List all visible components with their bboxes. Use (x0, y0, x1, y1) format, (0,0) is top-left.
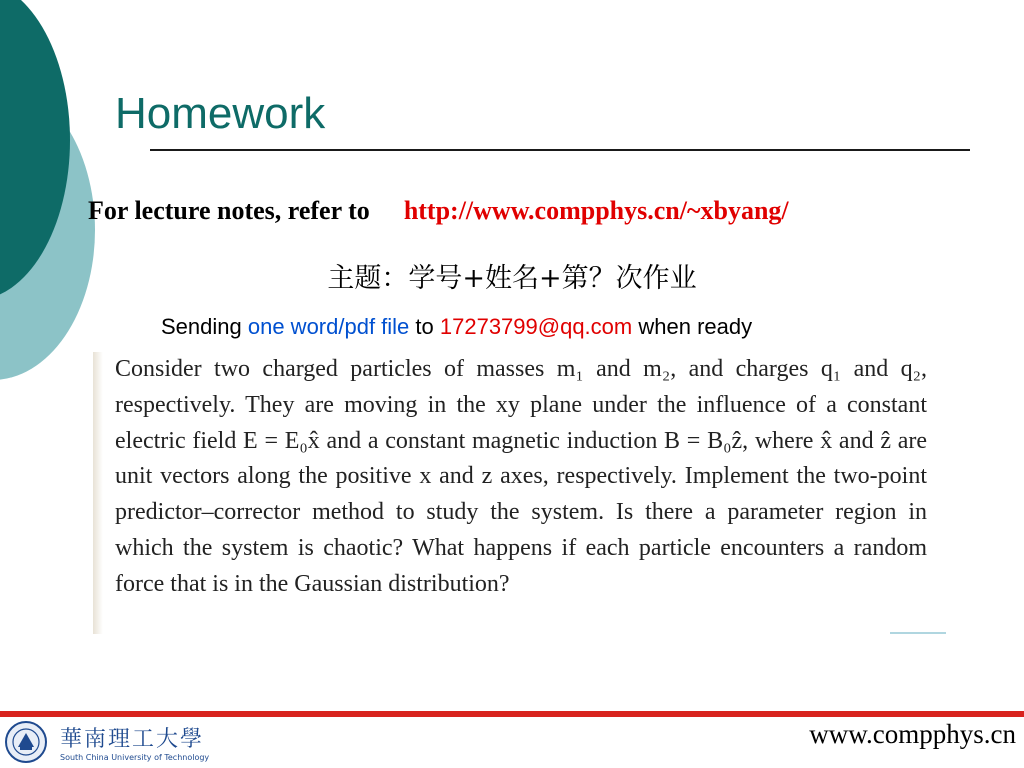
lecture-notes-label: For lecture notes, refer to (88, 196, 370, 225)
problem-scan-edge (890, 632, 946, 634)
lecture-notes-line (88, 196, 789, 226)
problem-statement-text: Consider two charged particles of masses m₁ and m₂, and charges q₁ and q₂, respectively. They are moving in the xy plane under the influence of a constant electric field E = E₀x̂ and a constant magnetic induction B = B₀ẑ, where x̂ and ẑ are unit vectors along the positive x and z axes, respectively. Implement the two-point predictor–corrector method to study the system. Is there a parameter region in which the system is chaotic? What happens if each particle encounters a random force that is in the Gaussian distribution? (115, 356, 927, 597)
footer-website[interactable]: www.compphys.cn (809, 719, 1016, 749)
university-logo (4, 720, 214, 766)
email-subject-format: 主题：学号+姓名+第？次作业 (327, 263, 697, 294)
file-format-text: one word/pdf file (247, 314, 410, 339)
sending-middle: to (409, 314, 440, 339)
submission-email[interactable]: 17273799@qq.com (439, 314, 633, 339)
slide-title: Homework (115, 89, 326, 138)
submission-instruction (161, 314, 752, 340)
lecture-notes-link[interactable]: http://www.compphys.cn/~xbyang/ (403, 196, 789, 225)
title-underline (150, 149, 970, 151)
university-chinese-name: 華南理工大學 (60, 727, 205, 752)
university-english-name: South China University of Technology (60, 753, 210, 762)
sending-suffix: when ready (632, 314, 753, 339)
problem-statement-image (93, 352, 946, 634)
footer-divider (0, 711, 1024, 717)
problem-scan-shadow (93, 352, 103, 634)
university-seal-icon (4, 720, 48, 764)
sending-prefix: Sending (161, 314, 248, 339)
